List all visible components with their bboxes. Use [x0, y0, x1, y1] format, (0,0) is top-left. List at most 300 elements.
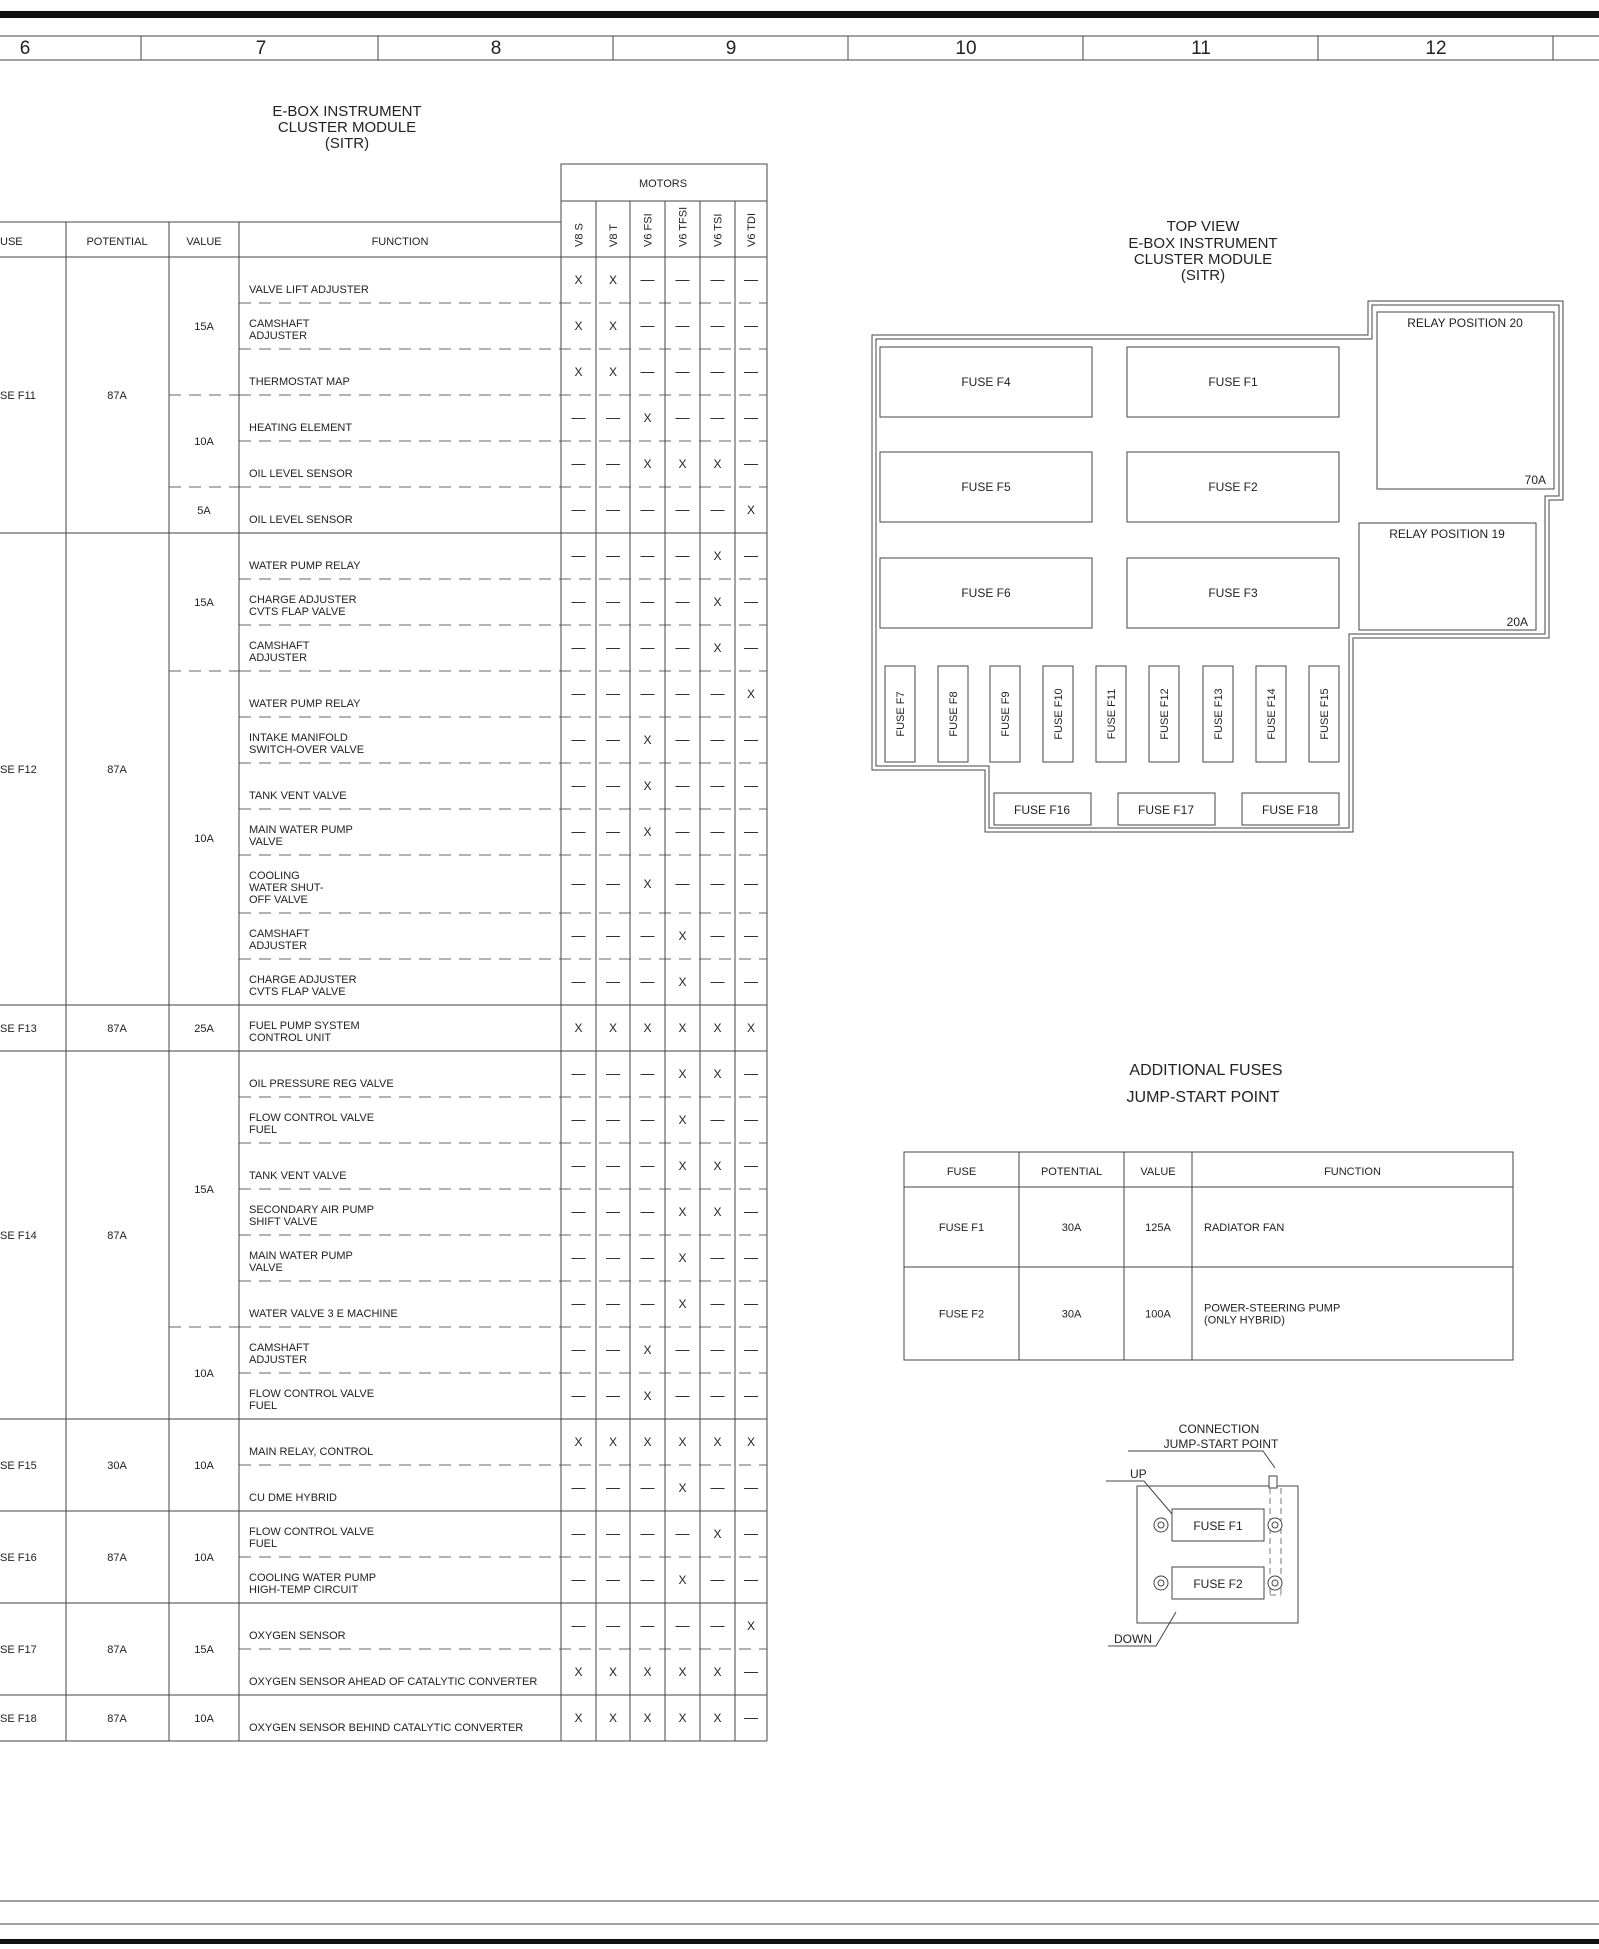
header-fuse: USE	[0, 236, 23, 248]
additional-fuse-0: FUSE F1	[938, 1222, 985, 1234]
motor-mark-5-1-1: —	[606, 1571, 620, 1587]
motor-mark-0-5-3: —	[675, 501, 690, 517]
grid-ruler	[20, 36, 1553, 60]
motor-mark-1-1-0: —	[571, 593, 586, 609]
motor-mark-4-1-0: —	[571, 1479, 586, 1495]
motor-mark-3-4-3: X	[678, 1251, 687, 1265]
motor-mark-3-2-4: X	[713, 1159, 722, 1173]
motor-mark-1-2-3: —	[675, 639, 690, 655]
motor-mark-0-2-0: X	[574, 365, 583, 379]
motor-mark-3-3-5: —	[744, 1203, 758, 1219]
main-fuse-table	[0, 164, 767, 1741]
fuse-cell-6: SE F17	[0, 1644, 37, 1656]
ruler-label-11: 11	[1191, 38, 1211, 59]
jump-start-housing	[1137, 1486, 1298, 1623]
motor-mark-3-7-3: —	[675, 1387, 690, 1403]
value-cell-4-0: 10A	[194, 1460, 214, 1472]
motor-mark-7-0-5: —	[744, 1709, 758, 1725]
main-title-line-2: CLUSTER MODULE	[277, 119, 417, 136]
ruler-label-7: 7	[255, 38, 267, 59]
top-view-fuse-label-4: FUSE F6	[961, 586, 1011, 600]
motor-header-3: V6 TFSI	[677, 206, 690, 247]
motor-mark-1-9-5: —	[744, 973, 758, 989]
function-text-3-6-1: ADJUSTER	[249, 1354, 308, 1366]
motor-mark-4-1-2: —	[640, 1479, 655, 1495]
motor-mark-1-3-0: —	[571, 685, 586, 701]
motor-mark-6-1-3: X	[678, 1665, 687, 1679]
motor-mark-3-7-4: —	[710, 1387, 725, 1403]
motor-mark-3-0-4: X	[713, 1067, 722, 1081]
function-text-0-0-0: VALVE LIFT ADJUSTER	[249, 284, 369, 296]
potential-cell-3: 87A	[107, 1230, 127, 1242]
motor-mark-0-3-5: —	[744, 409, 758, 425]
bottom-border	[0, 1939, 1599, 1944]
motor-mark-1-0-1: —	[606, 547, 620, 563]
function-text-3-4-1: VALVE	[249, 1262, 283, 1274]
motor-mark-1-0-0: —	[571, 547, 586, 563]
additional-header-3: FUNCTION	[1324, 1166, 1381, 1178]
fuse-cell-2: SE F13	[0, 1023, 37, 1035]
motor-mark-5-1-2: —	[640, 1571, 655, 1587]
function-text-5-1-0: COOLING WATER PUMP	[249, 1572, 377, 1584]
additional-title-2: JUMP-START POINT	[1126, 1089, 1280, 1106]
function-text-1-5-0: TANK VENT VALVE	[249, 790, 347, 802]
top-view-fuse-label-0: FUSE F4	[961, 375, 1011, 389]
motor-mark-7-0-1: X	[608, 1711, 618, 1725]
additional-function-0-0: RADIATOR FAN	[1204, 1222, 1285, 1234]
motor-mark-2-0-0: X	[574, 1021, 583, 1035]
additional-function-1-0: POWER-STEERING PUMP	[1204, 1302, 1341, 1315]
motor-mark-1-9-4: —	[710, 973, 725, 989]
function-text-0-5-0: OIL LEVEL SENSOR	[249, 514, 353, 526]
motor-mark-3-0-0: —	[571, 1065, 586, 1081]
connection-leader-line	[1128, 1451, 1275, 1468]
additional-fuses-table	[904, 1152, 1513, 1360]
motor-mark-3-5-0: —	[571, 1295, 586, 1311]
potential-cell-2: 87A	[107, 1023, 127, 1035]
motor-mark-3-2-5: —	[744, 1157, 758, 1173]
motor-mark-1-4-2: X	[643, 733, 652, 747]
top-view-small-fuse-label-2: FUSE F9	[1000, 691, 1012, 737]
jump-fuse-f2-label: FUSE F2	[1193, 1577, 1243, 1591]
motor-mark-0-1-0: X	[574, 319, 583, 333]
motor-mark-1-8-5: —	[744, 927, 758, 943]
motor-mark-0-5-2: —	[640, 501, 655, 517]
motor-mark-1-7-5: —	[744, 875, 758, 891]
function-text-1-8-1: ADJUSTER	[249, 940, 308, 952]
motor-mark-3-4-4: —	[710, 1249, 725, 1265]
top-view-small-fuse-label-1: FUSE F8	[948, 691, 960, 737]
function-text-0-4-0: OIL LEVEL SENSOR	[249, 468, 353, 480]
motor-mark-1-8-4: —	[710, 927, 725, 943]
motor-mark-0-2-5: —	[744, 363, 758, 379]
motor-mark-1-9-1: —	[606, 973, 620, 989]
motor-mark-1-2-5: —	[744, 639, 758, 655]
function-text-1-7-0: COOLING	[249, 870, 300, 882]
motor-mark-1-4-4: —	[710, 731, 725, 747]
function-text-4-1-0: CU DME HYBRID	[249, 1492, 338, 1504]
motor-mark-3-5-1: —	[606, 1295, 620, 1311]
motor-mark-0-3-1: —	[606, 409, 620, 425]
ruler-label-6: 6	[19, 38, 31, 59]
motor-mark-2-0-5: X	[746, 1021, 756, 1035]
function-text-3-1-0: FLOW CONTROL VALVE	[249, 1112, 375, 1124]
relay-position-20	[1377, 312, 1554, 489]
motor-mark-1-7-3: —	[675, 875, 690, 891]
potential-cell-7: 87A	[107, 1713, 127, 1725]
motor-mark-1-0-4: X	[713, 549, 722, 563]
potential-cell-1: 87A	[107, 764, 127, 776]
motor-mark-3-6-2: X	[643, 1343, 652, 1357]
motor-mark-1-5-5: —	[744, 777, 758, 793]
motor-mark-3-4-5: —	[744, 1249, 758, 1265]
top-view-small-fuse-label-3: FUSE F10	[1053, 688, 1065, 740]
top-view-title-3: CLUSTER MODULE	[1133, 251, 1273, 268]
motor-header-2: V6 FSI	[642, 213, 655, 247]
motor-mark-5-1-3: X	[678, 1573, 687, 1587]
motor-mark-3-6-5: —	[744, 1341, 758, 1357]
value-cell-1-1: 10A	[194, 833, 214, 845]
function-text-1-2-0: CAMSHAFT	[249, 640, 310, 652]
motor-mark-6-0-1: —	[606, 1617, 620, 1633]
function-text-1-8-0: CAMSHAFT	[249, 928, 310, 940]
motor-mark-1-2-4: X	[713, 641, 722, 655]
motor-mark-0-3-2: X	[643, 411, 652, 425]
motor-mark-1-6-2: X	[643, 825, 652, 839]
jump-start-diagram	[1106, 1422, 1298, 1646]
fuse-cell-7: SE F18	[0, 1713, 37, 1725]
down-label: DOWN	[1114, 1632, 1152, 1646]
value-cell-0-2: 5A	[197, 505, 211, 517]
motor-mark-5-1-4: —	[710, 1571, 725, 1587]
function-text-3-0-0: OIL PRESSURE REG VALVE	[249, 1078, 394, 1090]
top-view-fuse-label-1: FUSE F1	[1208, 375, 1258, 389]
motor-mark-3-7-2: X	[643, 1389, 652, 1403]
top-border	[0, 11, 1599, 18]
motor-mark-1-7-4: —	[710, 875, 725, 891]
top-view-fuse-box	[872, 301, 1563, 832]
motor-mark-0-4-2: X	[643, 457, 652, 471]
function-text-3-7-0: FLOW CONTROL VALVE	[249, 1388, 375, 1400]
up-label: UP	[1130, 1467, 1147, 1481]
function-text-6-0-0: OXYGEN SENSOR	[249, 1630, 346, 1642]
function-text-3-6-0: CAMSHAFT	[249, 1342, 310, 1354]
motor-mark-1-0-3: —	[675, 547, 690, 563]
motor-mark-3-7-5: —	[744, 1387, 758, 1403]
motor-mark-0-0-0: X	[574, 273, 583, 287]
ruler-label-8: 8	[490, 38, 502, 59]
motor-mark-1-3-4: —	[710, 685, 725, 701]
motor-mark-1-7-0: —	[571, 875, 586, 891]
motor-mark-5-1-5: —	[744, 1571, 758, 1587]
value-cell-5-0: 10A	[194, 1552, 214, 1564]
motor-mark-3-6-4: —	[710, 1341, 725, 1357]
additional-function-1-1: (ONLY HYBRID)	[1204, 1314, 1285, 1327]
motor-mark-5-1-0: —	[571, 1571, 586, 1587]
top-view-small-fuse-label-0: FUSE F7	[895, 691, 907, 737]
motor-mark-0-5-1: —	[606, 501, 620, 517]
fuse-cell-5: SE F16	[0, 1552, 37, 1564]
motor-mark-1-5-3: —	[675, 777, 690, 793]
motor-mark-1-5-0: —	[571, 777, 586, 793]
motor-mark-1-9-0: —	[571, 973, 586, 989]
motor-mark-2-0-4: X	[713, 1021, 722, 1035]
function-text-1-4-1: SWITCH-OVER VALVE	[249, 744, 365, 756]
function-text-4-0-0: MAIN RELAY, CONTROL	[249, 1446, 374, 1458]
additional-header-0: FUSE	[946, 1166, 977, 1178]
motor-mark-5-0-0: —	[571, 1525, 586, 1541]
motor-mark-0-1-5: —	[744, 317, 758, 333]
function-text-0-2-0: THERMOSTAT MAP	[249, 376, 350, 388]
function-text-2-0-1: CONTROL UNIT	[249, 1032, 332, 1044]
motor-mark-3-0-3: X	[678, 1067, 687, 1081]
value-cell-0-0: 15A	[194, 321, 214, 333]
connection-terminal	[1269, 1476, 1277, 1488]
fuse-cell-0: SE F11	[0, 390, 36, 402]
motor-mark-3-1-2: —	[640, 1111, 655, 1127]
function-text-2-0-0: FUEL PUMP SYSTEM	[249, 1020, 360, 1032]
motor-mark-7-0-2: X	[643, 1711, 652, 1725]
motor-mark-0-4-1: —	[606, 455, 620, 471]
relay-19-label: RELAY POSITION 19	[1389, 527, 1505, 541]
motor-mark-7-0-4: X	[713, 1711, 722, 1725]
motor-mark-5-0-2: —	[640, 1525, 655, 1541]
motor-mark-0-0-3: —	[675, 271, 690, 287]
potential-cell-5: 87A	[107, 1552, 127, 1564]
motor-mark-6-0-3: —	[675, 1617, 690, 1633]
motor-mark-0-2-1: X	[608, 365, 618, 379]
function-text-0-1-0: CAMSHAFT	[249, 318, 310, 330]
motor-mark-4-0-4: X	[713, 1435, 722, 1449]
motor-header-1: V8 T	[608, 223, 620, 247]
motor-mark-3-7-1: —	[606, 1387, 620, 1403]
motor-mark-1-3-2: —	[640, 685, 655, 701]
main-title-line-3: (SITR)	[324, 135, 370, 152]
value-cell-1-0: 15A	[194, 597, 214, 609]
motor-mark-1-2-2: —	[640, 639, 655, 655]
motor-mark-4-0-1: X	[608, 1435, 618, 1449]
motor-mark-1-1-4: X	[713, 595, 722, 609]
jump-fuse-f1-label: FUSE F1	[1193, 1519, 1243, 1533]
function-text-5-1-1: HIGH-TEMP CIRCUIT	[249, 1584, 359, 1596]
top-view-fuse-label-5: FUSE F3	[1208, 586, 1258, 600]
motor-mark-3-0-1: —	[606, 1065, 620, 1081]
potential-cell-0: 87A	[107, 390, 127, 402]
motor-mark-3-1-0: —	[571, 1111, 586, 1127]
header-value: VALUE	[186, 236, 222, 248]
motor-mark-6-0-2: —	[640, 1617, 655, 1633]
function-text-3-1-1: FUEL	[249, 1124, 278, 1136]
motor-mark-6-1-2: X	[643, 1665, 652, 1679]
motor-mark-3-3-1: —	[606, 1203, 620, 1219]
motor-mark-1-9-3: X	[678, 975, 687, 989]
motor-header-5: V6 TDI	[746, 212, 758, 247]
ruler-label-9: 9	[725, 38, 737, 59]
top-view-title-2: E-BOX INSTRUMENT	[1128, 235, 1278, 252]
header-potential: POTENTIAL	[86, 236, 148, 248]
motor-mark-1-4-3: —	[675, 731, 690, 747]
motor-mark-3-0-2: —	[640, 1065, 655, 1081]
motor-mark-1-0-2: —	[640, 547, 655, 563]
function-text-0-3-0: HEATING ELEMENT	[249, 422, 353, 434]
function-text-0-1-1: ADJUSTER	[249, 330, 308, 342]
function-text-3-7-1: FUEL	[249, 1400, 278, 1412]
motor-mark-1-8-3: X	[678, 929, 687, 943]
relay-20-rating: 70A	[1524, 473, 1546, 487]
value-cell-7-0: 10A	[194, 1713, 214, 1725]
motor-mark-1-8-1: —	[606, 927, 620, 943]
function-text-7-0-0: OXYGEN SENSOR BEHIND CATALYTIC CONVERTER	[249, 1722, 524, 1734]
connection-label-2: JUMP-START POINT	[1163, 1437, 1279, 1451]
motor-mark-0-1-4: —	[710, 317, 725, 333]
motor-mark-3-3-3: X	[678, 1205, 687, 1219]
motor-mark-1-6-5: —	[744, 823, 758, 839]
motor-mark-3-1-5: —	[744, 1111, 758, 1127]
motor-mark-0-1-1: X	[608, 319, 618, 333]
function-text-1-3-0: WATER PUMP RELAY	[249, 698, 361, 710]
top-view-bottom-fuse-label-2: FUSE F18	[1261, 803, 1319, 817]
motor-mark-0-1-3: —	[675, 317, 690, 333]
motor-mark-3-1-1: —	[606, 1111, 620, 1127]
value-cell-3-1: 10A	[194, 1368, 214, 1380]
motor-mark-3-2-2: —	[640, 1157, 655, 1173]
motor-mark-0-5-4: —	[710, 501, 725, 517]
top-view-title-4: (SITR)	[1180, 267, 1226, 284]
motor-mark-3-1-3: X	[678, 1113, 687, 1127]
motor-mark-0-0-1: X	[608, 273, 618, 287]
motor-mark-7-0-0: X	[574, 1711, 583, 1725]
motor-mark-1-1-5: —	[744, 593, 758, 609]
motor-mark-0-2-2: —	[640, 363, 655, 379]
additional-fuse-1: FUSE F2	[938, 1308, 985, 1321]
motor-mark-3-1-4: —	[710, 1111, 725, 1127]
additional-table-frame	[904, 1152, 1513, 1360]
motor-mark-3-5-4: —	[710, 1295, 725, 1311]
additional-potential-1: 30A	[1061, 1308, 1082, 1321]
motor-mark-3-3-4: X	[713, 1205, 722, 1219]
motor-mark-6-0-5: X	[746, 1619, 756, 1633]
motor-mark-4-0-2: X	[643, 1435, 652, 1449]
function-text-1-9-1: CVTS FLAP VALVE	[249, 986, 346, 998]
motor-mark-1-3-5: X	[746, 687, 756, 701]
function-text-1-1-0: CHARGE ADJUSTER	[249, 594, 357, 606]
value-cell-2-0: 25A	[194, 1023, 214, 1035]
motor-mark-1-3-1: —	[606, 685, 620, 701]
motor-mark-3-7-0: —	[571, 1387, 586, 1403]
motor-mark-6-1-4: X	[713, 1665, 722, 1679]
motor-mark-1-2-0: —	[571, 639, 586, 655]
motor-mark-5-0-1: —	[606, 1525, 620, 1541]
motor-mark-1-1-1: —	[606, 593, 620, 609]
function-text-3-3-1: SHIFT VALVE	[249, 1216, 318, 1228]
motor-mark-0-0-4: —	[710, 271, 725, 287]
additional-potential-0: 30A	[1061, 1222, 1082, 1234]
function-text-5-0-0: FLOW CONTROL VALVE	[249, 1526, 375, 1538]
motor-mark-1-9-2: —	[640, 973, 655, 989]
function-text-1-4-0: INTAKE MANIFOLD	[249, 732, 348, 744]
motor-mark-0-0-2: —	[640, 271, 655, 287]
value-cell-3-0: 15A	[194, 1184, 214, 1196]
function-text-6-1-0: OXYGEN SENSOR AHEAD OF CATALYTIC CONVERTER	[249, 1676, 538, 1688]
function-text-1-7-2: OFF VALVE	[249, 894, 308, 906]
motor-mark-1-6-1: —	[606, 823, 620, 839]
motor-mark-3-3-0: —	[571, 1203, 586, 1219]
motor-mark-6-0-4: —	[710, 1617, 725, 1633]
function-text-3-2-0: TANK VENT VALVE	[249, 1170, 347, 1182]
function-text-3-5-0: WATER VALVE 3 E MACHINE	[249, 1308, 398, 1320]
top-view-bottom-fuse-label-0: FUSE F16	[1013, 803, 1071, 817]
top-view-small-fuse-label-7: FUSE F14	[1266, 688, 1278, 740]
motor-mark-0-2-3: —	[675, 363, 690, 379]
top-view-fuse-label-2: FUSE F5	[961, 480, 1011, 494]
motor-mark-3-6-1: —	[606, 1341, 620, 1357]
motor-mark-0-3-3: —	[675, 409, 690, 425]
motor-mark-0-4-0: —	[571, 455, 586, 471]
motor-mark-4-1-1: —	[606, 1479, 620, 1495]
motor-mark-3-4-1: —	[606, 1249, 620, 1265]
function-text-5-0-1: FUEL	[249, 1538, 278, 1550]
motor-mark-1-6-4: —	[710, 823, 725, 839]
function-text-3-4-0: MAIN WATER PUMP	[249, 1250, 353, 1262]
top-view-title-1: TOP VIEW	[1166, 218, 1240, 235]
motor-mark-1-5-2: X	[643, 779, 652, 793]
motor-mark-1-1-2: —	[640, 593, 655, 609]
fuse-cell-1: SE F12	[0, 764, 37, 776]
motor-mark-3-5-2: —	[640, 1295, 655, 1311]
bolt-left-top	[1154, 1518, 1168, 1532]
motor-mark-1-4-5: —	[744, 731, 758, 747]
bolt-left-bottom	[1154, 1576, 1168, 1590]
motor-mark-6-1-5: —	[744, 1663, 758, 1679]
additional-header-2: VALUE	[1140, 1166, 1176, 1178]
motor-mark-1-5-1: —	[606, 777, 620, 793]
motor-header-0: V8 S	[573, 223, 586, 247]
motor-mark-3-2-3: X	[678, 1159, 687, 1173]
motor-mark-0-4-4: X	[713, 457, 722, 471]
ruler-label-12: 12	[1425, 38, 1447, 59]
motor-mark-0-2-4: —	[710, 363, 725, 379]
motor-mark-2-0-1: X	[608, 1021, 618, 1035]
function-text-1-1-1: CVTS FLAP VALVE	[249, 606, 346, 618]
relay-19-rating: 20A	[1506, 615, 1528, 629]
motor-mark-4-0-5: X	[746, 1435, 756, 1449]
motor-mark-0-1-2: —	[640, 317, 655, 333]
top-view-small-fuse-label-5: FUSE F12	[1159, 688, 1171, 740]
bolt-right-top	[1268, 1518, 1282, 1532]
function-text-1-2-1: ADJUSTER	[249, 652, 308, 664]
motor-mark-1-1-3: —	[675, 593, 690, 609]
function-text-1-9-0: CHARGE ADJUSTER	[249, 974, 357, 986]
main-title-line-1: E-BOX INSTRUMENT	[272, 103, 422, 120]
motor-mark-1-2-1: —	[606, 639, 620, 655]
motor-mark-4-0-3: X	[678, 1435, 687, 1449]
relay-20-label: RELAY POSITION 20	[1407, 316, 1523, 330]
motor-mark-4-1-5: —	[744, 1479, 758, 1495]
top-view-bottom-fuse-label-1: FUSE F17	[1137, 803, 1195, 817]
motor-mark-5-0-5: —	[744, 1525, 758, 1541]
motor-mark-4-0-0: X	[574, 1435, 583, 1449]
potential-cell-6: 87A	[107, 1644, 127, 1656]
motors-header-label: MOTORS	[638, 178, 688, 190]
motor-mark-3-2-0: —	[571, 1157, 586, 1173]
motor-mark-1-3-3: —	[675, 685, 690, 701]
motor-mark-1-6-3: —	[675, 823, 690, 839]
motor-mark-1-4-0: —	[571, 731, 586, 747]
top-view-small-fuse-label-8: FUSE F15	[1319, 688, 1331, 740]
motor-mark-0-0-5: —	[744, 271, 758, 287]
additional-value-1: 100A	[1145, 1308, 1171, 1321]
value-cell-0-1: 10A	[194, 436, 214, 448]
